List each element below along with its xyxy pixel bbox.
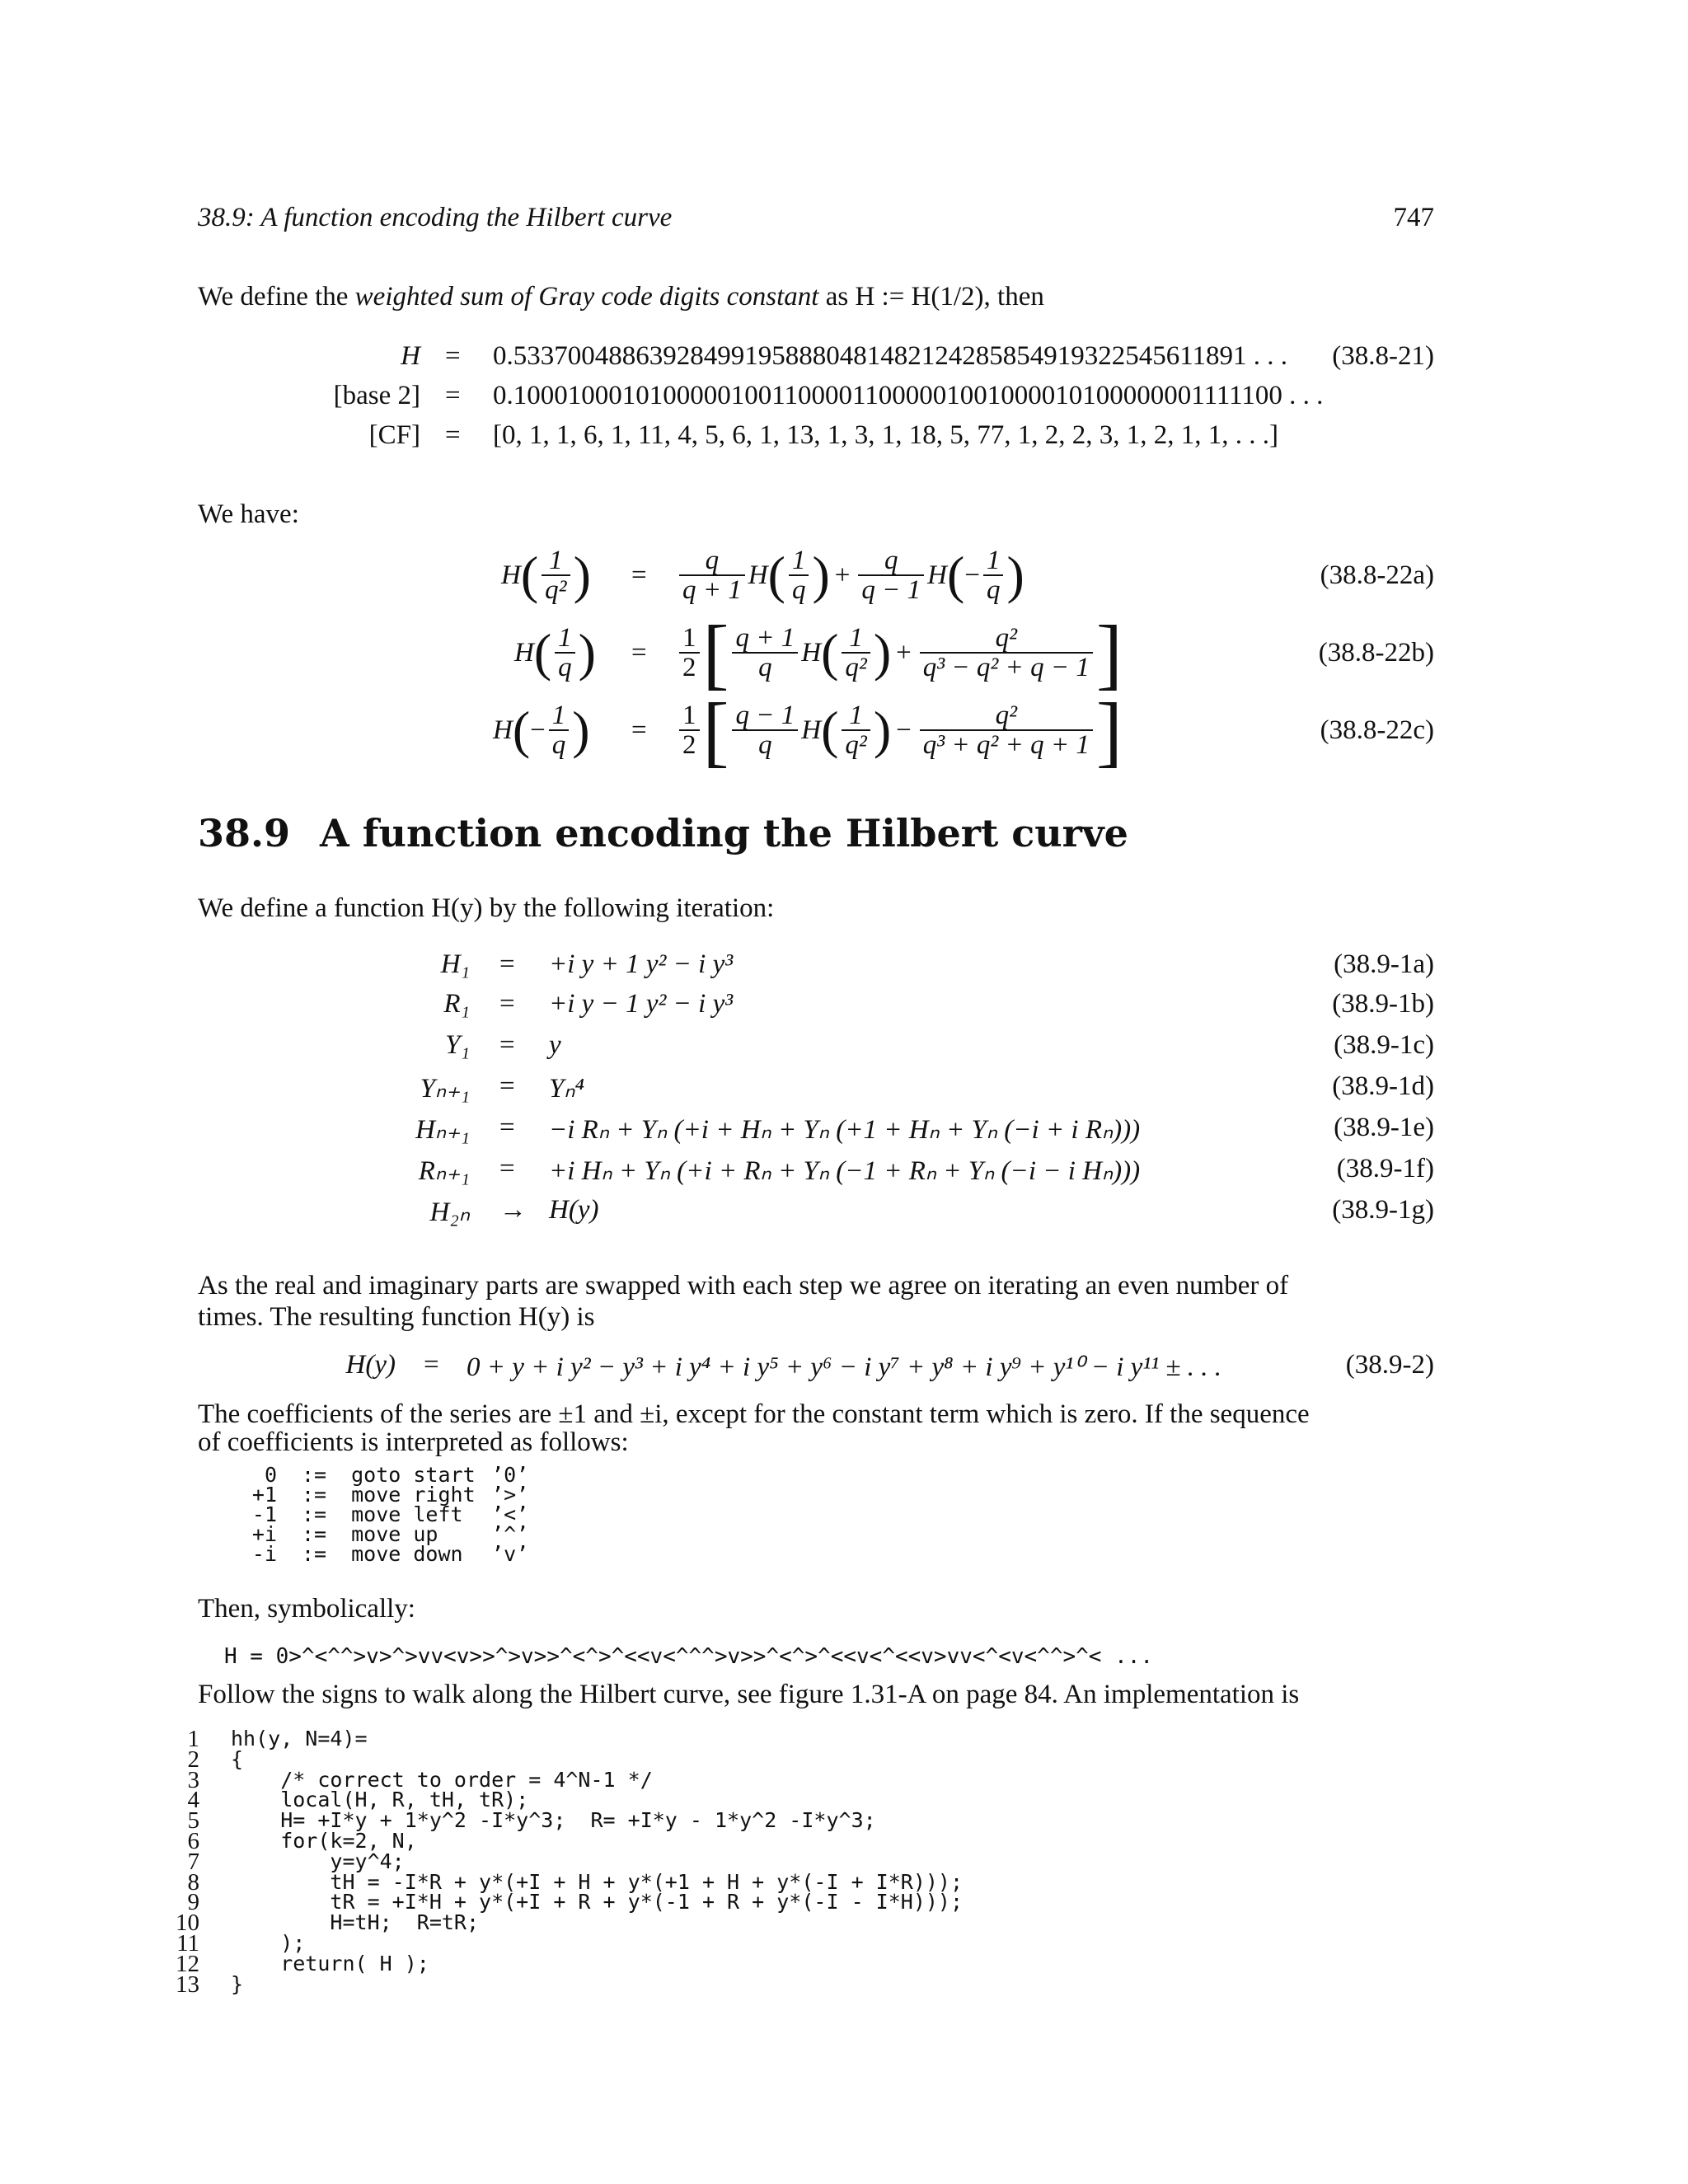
iter-rel: = (499, 1030, 515, 1060)
code-line: 13 } (176, 1971, 244, 1998)
code-listing (162, 1726, 964, 1998)
series-rhs: 0 + y + i y² − y³ + i y⁴ + i y⁵ + y⁶ − i y⁷ + y⁸ + i y⁹ + y¹⁰ − i y¹¹ ± . . . (467, 1352, 1221, 1382)
running-title: 38.9: A function encoding the Hilbert curve (198, 203, 673, 232)
iter-rhs: H(y) (549, 1195, 599, 1225)
const-lhs: H (401, 341, 420, 371)
equation-tag: (38.8-22b) (1318, 638, 1434, 668)
iter-rel: = (499, 989, 515, 1019)
coef-row: -i := move down ’v’ (251, 1542, 529, 1566)
equation-tag: (38.9-2) (1345, 1350, 1434, 1380)
iter-rhs: y (549, 1030, 561, 1060)
iter-rhs: +i y − 1 y² − i y³ (549, 989, 734, 1019)
equation-tag: (38.9-1f) (1336, 1154, 1434, 1183)
series-lhs: H(y) (345, 1350, 396, 1380)
const-rhs: [0, 1, 1, 6, 1, 11, 4, 5, 6, 1, 13, 1, 3, 1, 18, 5, 77, 1, 2, 2, 3, 1, 2, 1, 1, . . .] (493, 420, 1279, 450)
equation-tag: (38.8-21) (1332, 341, 1434, 371)
iter-lhs: R₁ (443, 989, 470, 1019)
const-lhs: [base 2] (333, 381, 420, 410)
iter-lhs: Rₙ₊₁ (418, 1156, 470, 1186)
code-line: 3 /* correct to order = 4^N-1 */ (187, 1766, 653, 1793)
equation-tag: (38.9-1g) (1332, 1195, 1434, 1225)
iter-lhs: H₂ₙ (429, 1197, 470, 1227)
iter-lhs: Hₙ₊₁ (415, 1115, 470, 1145)
code-line: 10 H=tH; R=tR; (176, 1910, 480, 1937)
equation-tag: (38.8-22a) (1320, 560, 1434, 590)
equation-tag: (38.9-1b) (1332, 989, 1434, 1019)
coef-paragraph-line: The coefficients of the series are ±1 and ±i, except for the constant term which is zero. If the sequence (198, 1399, 1310, 1429)
coefficient-table (239, 1465, 528, 1564)
intro-paragraph (198, 280, 1044, 313)
coef-row: 0 := goto start ’0’ (264, 1463, 529, 1487)
iter-rel: = (499, 1071, 515, 1101)
func-eq-c-lhs: H ( − $\frac{1}{q}$ ) (493, 701, 590, 760)
equation-tag: (38.9-1c) (1334, 1030, 1434, 1060)
iter-rhs: −i Rₙ + Yₙ (+i + Hₙ + Yₙ (+1 + Hₙ + Yₙ (−i + i Rₙ))) (549, 1115, 1141, 1145)
iter-rel: → (499, 1195, 527, 1225)
code-line: 11 ); (176, 1929, 306, 1957)
func-eq-rel: = (631, 715, 647, 745)
iter-rel: = (499, 1113, 515, 1142)
code-line: 7 y=y^4; (187, 1848, 405, 1875)
iter-lhs: H₁ (440, 949, 470, 979)
iteration-intro: We define a function H(y) by the following iteration: (198, 893, 775, 923)
section-number: 38.9 (198, 811, 291, 855)
coef-row: +1 := move right ’>’ (251, 1483, 529, 1507)
code-line: 6 for(k=2, N, (187, 1827, 417, 1854)
iter-rhs: +i y + 1 y² − i y³ (549, 949, 734, 979)
const-rhs: 0.100010001010000010011000011000001001000010100000001111100 . . . (493, 381, 1324, 410)
code-line: 2 { (187, 1746, 244, 1773)
equation-tag: (38.9-1a) (1334, 949, 1434, 979)
then-label: Then, symbolically: (198, 1594, 415, 1624)
iter-rel: = (499, 1154, 515, 1183)
equation-tag: (38.9-1e) (1334, 1113, 1434, 1142)
iter-rhs: +i Hₙ + Yₙ (+i + Rₙ + Yₙ (−1 + Rₙ + Yₙ (−i − i Hₙ))) (549, 1156, 1141, 1186)
const-rhs: 0.533700488639284991958880481482124285854919322545611891 . . . (493, 341, 1288, 371)
const-rel: = (445, 420, 461, 450)
code-line: 5 H= +I*y + 1*y^2 -I*y^3; R= +I*y - 1*y^2 -I*y^3; (187, 1807, 876, 1835)
code-line: 4 local(H, R, tH, tR); (187, 1787, 529, 1814)
code-line: 8 tH = -I*R + y*(+I + H + y*(+1 + H + y*(-I + I*R))); (187, 1868, 964, 1896)
func-eq-a-lhs: H ( $\frac{1}{\text{q²}}$ ) (501, 546, 591, 605)
code-line: 12 return( H ); (176, 1950, 429, 1977)
page-number: 747 (1393, 203, 1434, 232)
coef-row: +i := move up ’^’ (251, 1522, 529, 1546)
coef-row: -1 := move left ’<’ (251, 1502, 529, 1526)
func-eq-rel: = (631, 560, 647, 590)
const-lhs: [CF] (368, 420, 420, 450)
code-line: 9 tR = +I*H + y*(+I + R + y*(-1 + R + y*(-I - I*H))); (187, 1889, 964, 1916)
intro-before: We define the (198, 282, 355, 312)
equation-tag: (38.8-22c) (1320, 715, 1434, 745)
const-rel: = (445, 381, 461, 410)
symbolic-string: H = 0>^<^^>v>^>vv<v>>^>v>>^<^>^<<v<^^^>v>>^<^>^<<v<^<<v>vv<^<v<^^>^< ... (224, 1644, 1154, 1669)
iter-lhs: Yₙ₊₁ (420, 1074, 470, 1104)
code-line: 1 hh(y, N=4)= (187, 1726, 368, 1752)
series-rel: = (424, 1350, 439, 1380)
func-eq-rel: = (631, 638, 647, 668)
func-eq-a-rhs: $\frac{q}{q + 1}$ H ( $\frac{1}{q}$ ) + $\frac{q}{q - 1}$ H ( − $\frac{1}{q}$ ) (676, 542, 1025, 608)
iter-lhs: Y₁ (445, 1030, 470, 1060)
equation-tag: (38.9-1d) (1332, 1071, 1434, 1101)
follow-paragraph: Follow the signs to walk along the Hilbert curve, see figure 1.31-A on page 84. An implementation is (198, 1680, 1300, 1709)
swap-paragraph-line: As the real and imaginary parts are swapped with each step we agree on iterating an even number of (198, 1271, 1289, 1301)
intro-emphasis: weighted sum of Gray code digits constant (354, 282, 819, 312)
section-title: A function encoding the Hilbert curve (320, 811, 1128, 855)
func-eq-b-rhs: $\frac{1}{2}$ [ $\frac{q + 1}{q}$ H ( $\frac{1}{\text{q²}}$ ) + $\frac{\text{q²}}{\text{q³ − q² + q − 1}}$ ] (676, 612, 1123, 694)
swap-paragraph-line: times. The resulting function H(y) is (198, 1302, 595, 1332)
iter-rel: = (499, 949, 515, 979)
we-have-label: We have: (198, 499, 299, 529)
iter-rhs: Yₙ⁴ (549, 1074, 584, 1104)
coef-paragraph-line: of coefficients is interpreted as follows: (198, 1427, 629, 1457)
func-eq-b-lhs: H ( $\frac{1}{q}$ ) (514, 623, 596, 682)
intro-after: as H := H(1/2), then (818, 282, 1044, 312)
func-eq-c-rhs: $\frac{1}{2}$ [ $\frac{q - 1}{q}$ H ( $\frac{1}{\text{q²}}$ ) − $\frac{\text{q²}}{\text{q³ + q² + q + 1}}$ ] (676, 689, 1123, 771)
const-rel: = (445, 341, 461, 371)
